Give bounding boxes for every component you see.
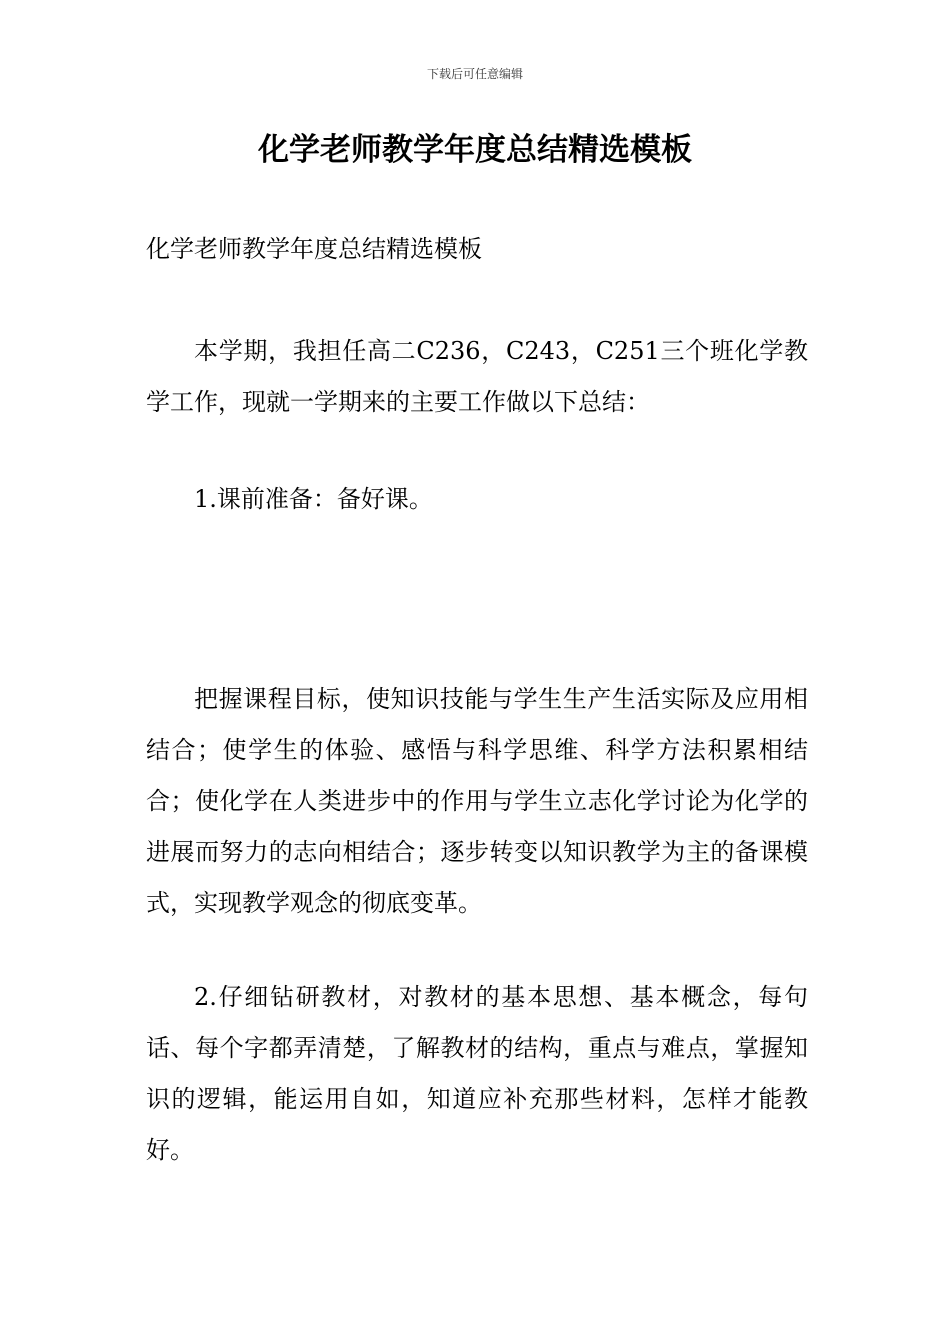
paragraph-section-2: 2.仔细钻研教材，对教材的基本思想、基本概念，每句话、每个字都弄清楚，了解教材的结构，重点与难点，掌握知识的逻辑，能运用自如，知道应补充那些材料，怎样才能教好。 (146, 983, 808, 1164)
paragraph-course-goals: 把握课程目标，使知识技能与学生生产生活实际及应用相结合；使学生的体验、感悟与科学思维、科学方法积累相结合；使化学在人类进步中的作用与学生立志化学讨论为化学的进展而努力的志向相结合；逐步转变以知识教学为主的备课模式，实现教学观念的彻底变革。 (146, 685, 808, 917)
paragraph-section-1-heading: 1.课前准备：备好课。 (194, 485, 433, 513)
header-note: 下载后可任意编辑 (426, 67, 523, 81)
document-subtitle: 化学老师教学年度总结精选模板 (146, 235, 482, 263)
paragraph-intro: 本学期，我担任高二C236，C243，C251三个班化学教学工作，现就一学期来的主要工作做以下总结： (146, 337, 808, 416)
document-title: 化学老师教学年度总结精选模板 (258, 132, 692, 168)
